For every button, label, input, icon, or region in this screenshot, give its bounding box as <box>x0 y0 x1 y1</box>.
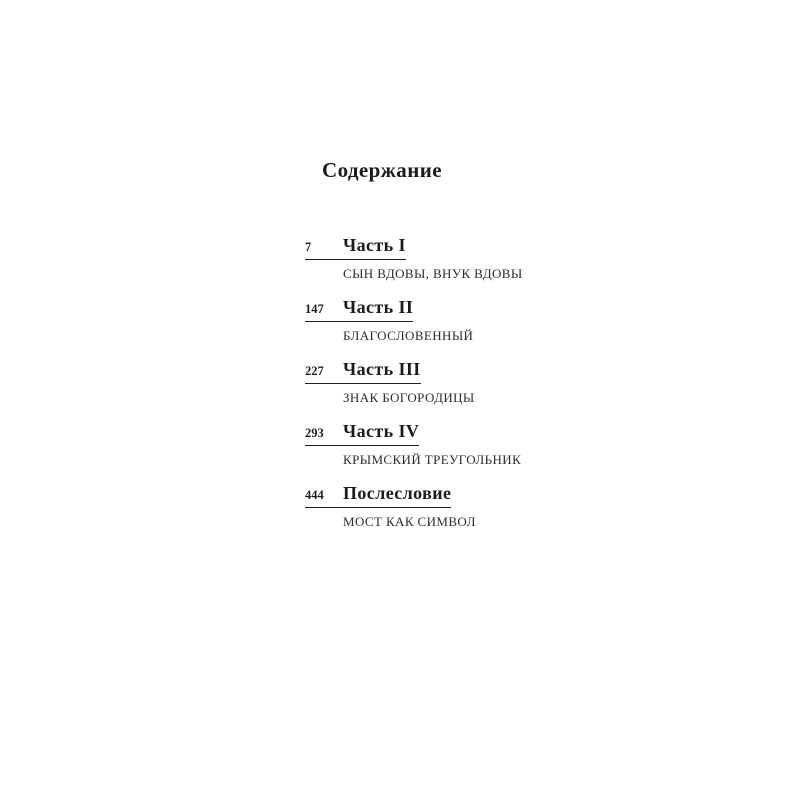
entry-heading: Часть I <box>343 235 406 255</box>
toc-entry-heading-row <box>305 422 419 446</box>
entry-page-number: 293 <box>305 426 324 440</box>
toc-entry-heading-row <box>305 298 413 322</box>
toc-entry <box>305 298 523 342</box>
entry-page-number: 7 <box>305 240 312 254</box>
entry-heading: Послесловие <box>343 483 452 503</box>
entry-subtitle: БЛАГОСЛОВЕННЫЙ <box>343 328 474 343</box>
entry-subtitle: ЗНАК БОГОРОДИЦЫ <box>343 390 475 405</box>
entry-heading: Часть III <box>343 359 421 379</box>
toc-entry <box>305 422 523 466</box>
entry-subtitle: КРЫМСКИЙ ТРЕУГОЛЬНИК <box>343 452 522 467</box>
toc-entry <box>305 484 523 528</box>
toc-entry-heading-row <box>305 360 421 384</box>
entry-page-number: 444 <box>305 488 324 502</box>
entry-page-number: 147 <box>305 302 324 316</box>
toc-entry <box>305 236 523 280</box>
entry-heading: Часть II <box>343 297 414 317</box>
toc-entry-heading-row <box>305 484 451 508</box>
entry-page-number: 227 <box>305 364 324 378</box>
toc-list <box>305 236 523 546</box>
entry-subtitle: СЫН ВДОВЫ, ВНУК ВДОВЫ <box>343 266 523 281</box>
toc-entry <box>305 360 523 404</box>
page-title: Содержание <box>322 158 442 182</box>
toc-entry-heading-row <box>305 236 406 260</box>
entry-subtitle: МОСТ КАК СИМВОЛ <box>343 514 476 529</box>
entry-heading: Часть IV <box>343 421 420 441</box>
